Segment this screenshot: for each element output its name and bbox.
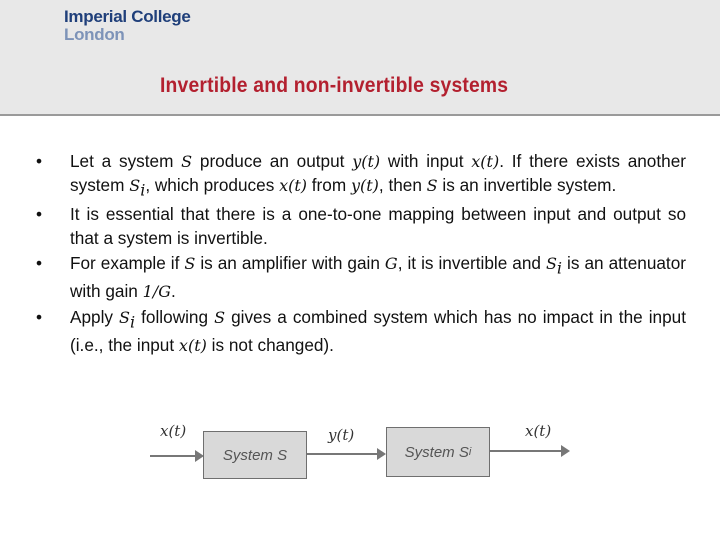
bullet-dot: • xyxy=(36,253,43,274)
math: S xyxy=(184,254,196,274)
imperial-college-logo xyxy=(64,8,191,43)
text: is not changed). xyxy=(206,334,334,355)
text: Apply xyxy=(70,306,120,327)
math: S xyxy=(129,175,141,195)
text: is an amplifier with gain xyxy=(195,253,385,274)
math-sub: i xyxy=(140,179,146,199)
math: G xyxy=(384,254,398,274)
math-sub: i xyxy=(130,312,136,332)
text: produce an output xyxy=(192,151,353,171)
text: , it is invertible and xyxy=(397,253,546,274)
bullet-dot: • xyxy=(36,204,43,225)
system-si-box xyxy=(386,427,490,477)
input-arrow xyxy=(150,455,202,457)
text: For example if xyxy=(70,253,185,274)
bullet-list xyxy=(36,150,686,359)
output-signal-label: x(t) xyxy=(525,422,552,440)
system-s-label: System S xyxy=(222,446,288,464)
text: . xyxy=(170,281,176,302)
text: It is essential that there is a one-to-one mapping between input and output so that a system is invertible. xyxy=(70,204,686,248)
mid-signal-label: y(t) xyxy=(328,426,355,444)
text: , which produces xyxy=(145,174,280,195)
math: S xyxy=(181,152,193,171)
slide-title: Invertible and non-invertible systems xyxy=(160,74,509,97)
math: x(t) xyxy=(471,152,500,171)
system-si-sub: i xyxy=(468,446,472,458)
text: is an invertible system. xyxy=(437,174,617,195)
logo-line2: London xyxy=(64,25,125,44)
math: S xyxy=(426,175,438,195)
system-s-box xyxy=(203,431,307,479)
math: S xyxy=(119,307,130,327)
text: following xyxy=(135,306,215,327)
math: x(t) xyxy=(279,175,307,195)
bullet-item xyxy=(36,203,686,250)
output-arrow xyxy=(490,450,568,452)
text: gives a combined system which has no impact in the input (i.e., the input xyxy=(70,306,686,355)
text: . If there exists another system xyxy=(70,151,686,195)
math: S xyxy=(545,254,557,274)
bullet-item xyxy=(36,252,686,303)
math: y(t) xyxy=(350,175,379,195)
text: Let a system xyxy=(70,151,182,171)
text: with input xyxy=(380,151,472,171)
mid-arrow xyxy=(307,453,384,455)
slide-header xyxy=(0,0,720,116)
bullet-dot: • xyxy=(36,306,43,327)
bullet-item xyxy=(36,150,686,201)
math: S xyxy=(214,307,226,327)
block-diagram xyxy=(0,410,720,500)
logo-line1: Imperial College xyxy=(64,7,191,26)
text: is an attenuator with gain xyxy=(70,253,686,302)
bullet-dot: • xyxy=(36,151,43,171)
text: from xyxy=(307,174,351,195)
text: , then xyxy=(378,174,427,195)
math: x(t) xyxy=(178,335,207,355)
bullet-item xyxy=(36,306,686,357)
math-sub: i xyxy=(556,258,563,278)
system-si-label: System S xyxy=(404,443,469,461)
input-signal-label: x(t) xyxy=(160,422,187,440)
math: 1/G xyxy=(142,282,171,302)
math: y(t) xyxy=(352,152,381,171)
